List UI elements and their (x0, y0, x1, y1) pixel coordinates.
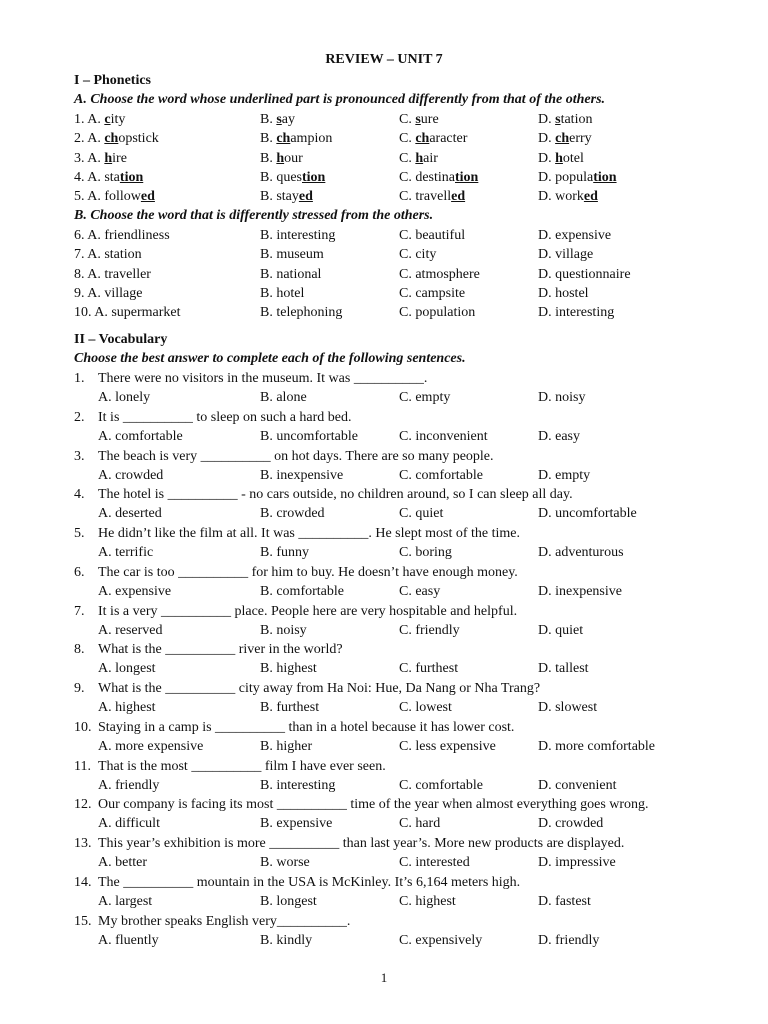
answer-option: A. highest (98, 700, 156, 715)
phonetics-option: C. city (399, 247, 437, 263)
vocab-options (74, 428, 734, 447)
answer-option: B. crowded (260, 506, 325, 522)
phonetics-option: 8. A. traveller (74, 266, 151, 282)
underlined-part: s (415, 112, 421, 127)
phonetics-option: B. national (260, 266, 322, 282)
answer-option: B. uncomfortable (260, 428, 358, 444)
question-text: The beach is very __________ on hot days. There are so many people. (98, 448, 494, 464)
vocab-question (74, 409, 352, 426)
phonetics-a-row (74, 169, 734, 188)
question-text: My brother speaks English very__________. (98, 913, 351, 929)
phonetics-option: D. hotel (538, 150, 584, 166)
underlined-part: ed (298, 189, 313, 205)
answer-option: C. easy (399, 583, 441, 599)
answer-option: D. more comfortable (538, 738, 656, 754)
answer-option: D. uncomfortable (538, 506, 637, 522)
underlined-part: s (555, 112, 561, 127)
phonetics-part-a-instruction: A. Choose the word whose underlined part is pronounced differently from that of the others. (74, 92, 606, 107)
answer-option: B. inexpensive (260, 467, 344, 483)
answer-option: A. comfortable (98, 428, 183, 444)
answer-option: B. interesting (260, 777, 336, 793)
answer-option: A. difficult (98, 816, 160, 832)
answer-option: C. furthest (399, 661, 459, 677)
question-text: It is a very __________ place. People here are very hospitable and helpful. (98, 603, 518, 619)
vocab-question (74, 719, 514, 736)
answer-option: D. convenient (538, 777, 617, 793)
answer-option: D. crowded (538, 816, 604, 832)
phonetics-part-b-instruction: B. Choose the word that is differently stressed from the others. (74, 208, 434, 223)
phonetics-option: 5. A. followed (74, 189, 155, 205)
vocab-question (74, 603, 517, 620)
answer-option: A. fluently (98, 932, 159, 948)
phonetics-option: D. questionnaire (538, 266, 631, 282)
underlined-part: ed (140, 189, 155, 205)
answer-option: A. largest (98, 893, 153, 909)
answer-option: C. highest (399, 893, 456, 909)
question-text: It is __________ to sleep on such a hard bed. (98, 409, 352, 425)
answer-option: D. friendly (538, 932, 600, 948)
vocab-options (74, 622, 734, 641)
underlined-part: ed (583, 189, 598, 205)
answer-option: D. quiet (538, 622, 584, 638)
answer-option: C. quiet (399, 506, 444, 522)
answer-option: D. adventurous (538, 545, 624, 560)
phonetics-option: D. station (538, 112, 593, 127)
question-number: 11. (74, 758, 91, 774)
vocab-question (74, 370, 427, 387)
question-number: 7. (74, 603, 85, 619)
vocab-question (74, 448, 494, 465)
phonetics-option: C. beautiful (399, 228, 466, 243)
underlined-part: h (415, 150, 424, 166)
question-number: 8. (74, 642, 85, 658)
answer-option: C. comfortable (399, 467, 483, 483)
vocab-options (74, 932, 734, 951)
phonetics-option: C. destination (399, 169, 479, 185)
phonetics-option: C. character (399, 131, 468, 147)
question-number: 9. (74, 681, 85, 696)
question-number: 4. (74, 487, 85, 503)
answer-option: D. easy (538, 428, 580, 444)
vocab-question (74, 758, 386, 775)
answer-option: B. noisy (260, 622, 307, 638)
question-number: 2. (74, 409, 85, 425)
answer-option: A. friendly (98, 777, 160, 793)
underlined-part: h (276, 150, 285, 166)
question-text: There were no visitors in the museum. It was __________. (98, 371, 428, 386)
phonetics-option: B. question (260, 169, 326, 185)
phonetics-option: D. hostel (538, 285, 589, 301)
vocab-question (74, 874, 520, 891)
answer-option: A. deserted (98, 506, 162, 522)
answer-option: D. slowest (538, 700, 598, 715)
underlined-part: h (104, 150, 113, 166)
vocab-options (74, 738, 734, 757)
answer-option: B. furthest (260, 700, 320, 715)
underlined-part: ch (276, 131, 291, 147)
phonetics-option: 2. A. chopstick (74, 131, 159, 147)
answer-option: A. longest (98, 661, 156, 677)
vocab-options (74, 389, 734, 408)
phonetics-option: 6. A. friendliness (74, 228, 170, 243)
answer-option: D. impressive (538, 855, 616, 870)
phonetics-option: D. cherry (538, 131, 592, 147)
phonetics-option: 4. A. station (74, 169, 144, 185)
phonetics-b-row (74, 266, 734, 285)
vocabulary-heading: II – Vocabulary (74, 332, 168, 347)
vocab-options (74, 660, 734, 679)
answer-option: A. more expensive (98, 738, 204, 754)
vocab-question (74, 641, 343, 658)
phonetics-a-row (74, 150, 734, 169)
phonetics-option: C. campsite (399, 285, 466, 301)
phonetics-option: 3. A. hire (74, 150, 127, 166)
vocab-question (74, 486, 573, 503)
answer-option: C. lowest (399, 700, 452, 715)
underlined-part: s (276, 112, 282, 127)
vocab-question (74, 564, 518, 581)
underlined-part: h (555, 150, 563, 166)
answer-option: B. higher (260, 738, 313, 754)
phonetics-b-row (74, 304, 734, 323)
answer-option: D. noisy (538, 390, 586, 405)
answer-option: B. comfortable (260, 583, 344, 599)
phonetics-option: D. population (538, 169, 617, 185)
phonetics-option: B. museum (260, 247, 324, 263)
vocab-question (74, 525, 520, 542)
question-number: 15. (74, 913, 92, 929)
phonetics-a-row (74, 111, 734, 130)
answer-option: C. less expensive (399, 738, 496, 754)
vocab-options (74, 815, 734, 834)
answer-option: C. friendly (399, 622, 460, 638)
underlined-part: c (104, 112, 111, 127)
question-text: The __________ mountain in the USA is McKinley. It’s 6,164 meters high. (98, 874, 521, 890)
vocab-options (74, 467, 734, 486)
phonetics-option: 10. A. supermarket (74, 305, 181, 321)
page-title: REVIEW – UNIT 7 (325, 52, 443, 67)
vocab-options (74, 583, 734, 602)
phonetics-heading: I – Phonetics (74, 73, 151, 88)
phonetics-option: C. sure (399, 112, 439, 127)
phonetics-option: B. stayed (260, 189, 313, 205)
vocab-options (74, 777, 734, 796)
answer-option: B. alone (260, 390, 307, 405)
phonetics-b-row (74, 227, 734, 246)
question-number: 10. (74, 719, 92, 735)
answer-option: C. boring (399, 545, 452, 560)
underlined-part: tion (119, 169, 144, 185)
phonetics-b-row (74, 246, 734, 265)
answer-option: B. funny (260, 545, 309, 560)
phonetics-a-row (74, 130, 734, 149)
answer-option: A. reserved (98, 622, 163, 638)
underlined-part: ch (104, 131, 119, 147)
phonetics-option: 7. A. station (74, 247, 142, 263)
phonetics-option: B. champion (260, 131, 333, 147)
phonetics-option: B. hour (260, 150, 303, 166)
answer-option: B. expensive (260, 816, 333, 832)
answer-option: C. interested (399, 855, 470, 870)
phonetics-option: 1. A. city (74, 112, 126, 127)
answer-option: A. lonely (98, 390, 151, 405)
question-number: 13. (74, 836, 92, 851)
question-text: He didn’t like the film at all. It was __________. He slept most of the time. (98, 526, 521, 541)
vocab-question (74, 835, 624, 852)
answer-option: D. fastest (538, 893, 591, 909)
answer-option: C. hard (399, 816, 441, 832)
answer-option: A. crowded (98, 467, 164, 483)
question-text: What is the __________ city away from Ha Noi: Hue, Da Nang or Nha Trang? (98, 681, 541, 696)
vocab-question (74, 796, 649, 813)
vocabulary-instruction: Choose the best answer to complete each of the following sentences. (74, 351, 466, 366)
question-text: The hotel is __________ - no cars outside, no children around, so I can sleep all day. (98, 487, 573, 503)
phonetics-option: C. travelled (399, 189, 466, 205)
answer-option: D. inexpensive (538, 583, 622, 599)
answer-option: C. comfortable (399, 777, 483, 793)
question-text: The car is too __________ for him to buy. He doesn’t have enough money. (98, 564, 518, 580)
question-text: That is the most __________ film I have ever seen. (98, 758, 386, 774)
phonetics-option: B. hotel (260, 285, 305, 301)
answer-option: A. better (98, 855, 147, 870)
underlined-part: ch (415, 131, 430, 147)
answer-option: C. inconvenient (399, 428, 488, 444)
question-text: Our company is facing its most __________ time of the year when almost everything goes wrong. (98, 797, 649, 813)
question-number: 14. (74, 874, 92, 890)
answer-option: B. kindly (260, 932, 313, 948)
underlined-part: ed (451, 189, 466, 205)
question-number: 3. (74, 448, 85, 464)
phonetics-option: 9. A. village (74, 285, 143, 301)
vocab-options (74, 544, 734, 563)
vocab-question (74, 680, 540, 697)
answer-option: B. worse (260, 855, 310, 870)
vocab-options (74, 505, 734, 524)
question-number: 6. (74, 564, 85, 580)
vocab-options (74, 893, 734, 912)
phonetics-option: C. population (399, 305, 476, 321)
phonetics-option: B. interesting (260, 228, 336, 243)
vocab-question (74, 913, 350, 930)
underlined-part: tion (455, 169, 479, 185)
question-text: What is the __________ river in the world? (98, 642, 343, 658)
answer-option: B. longest (260, 893, 317, 909)
answer-option: C. expensively (399, 932, 483, 948)
answer-option: C. empty (399, 390, 451, 405)
phonetics-option: C. atmosphere (399, 266, 480, 282)
question-number: 1. (74, 371, 85, 386)
phonetics-option: B. telephoning (260, 305, 343, 321)
answer-option: A. terrific (98, 545, 154, 560)
answer-option: A. expensive (98, 583, 172, 599)
underlined-part: tion (302, 169, 326, 185)
answer-option: D. tallest (538, 661, 589, 677)
question-number: 5. (74, 526, 85, 541)
question-text: This year’s exhibition is more __________ than last year’s. More new products are displayed. (98, 836, 625, 851)
phonetics-b-row (74, 285, 734, 304)
phonetics-a-row (74, 188, 734, 207)
question-text: Staying in a camp is __________ than in a hotel because it has lower cost. (98, 719, 515, 735)
phonetics-option: C. hair (399, 150, 438, 166)
phonetics-option: B. say (260, 112, 296, 127)
vocab-options (74, 699, 734, 718)
underlined-part: ch (555, 131, 570, 147)
underlined-part: tion (593, 169, 617, 185)
phonetics-option: D. village (538, 247, 594, 263)
answer-option: D. empty (538, 467, 591, 483)
question-number: 12. (74, 797, 92, 813)
phonetics-option: D. worked (538, 189, 598, 205)
answer-option: B. highest (260, 661, 317, 677)
phonetics-option: D. expensive (538, 228, 612, 243)
vocab-options (74, 854, 734, 873)
phonetics-option: D. interesting (538, 305, 615, 321)
page-number: 1 (380, 970, 388, 985)
